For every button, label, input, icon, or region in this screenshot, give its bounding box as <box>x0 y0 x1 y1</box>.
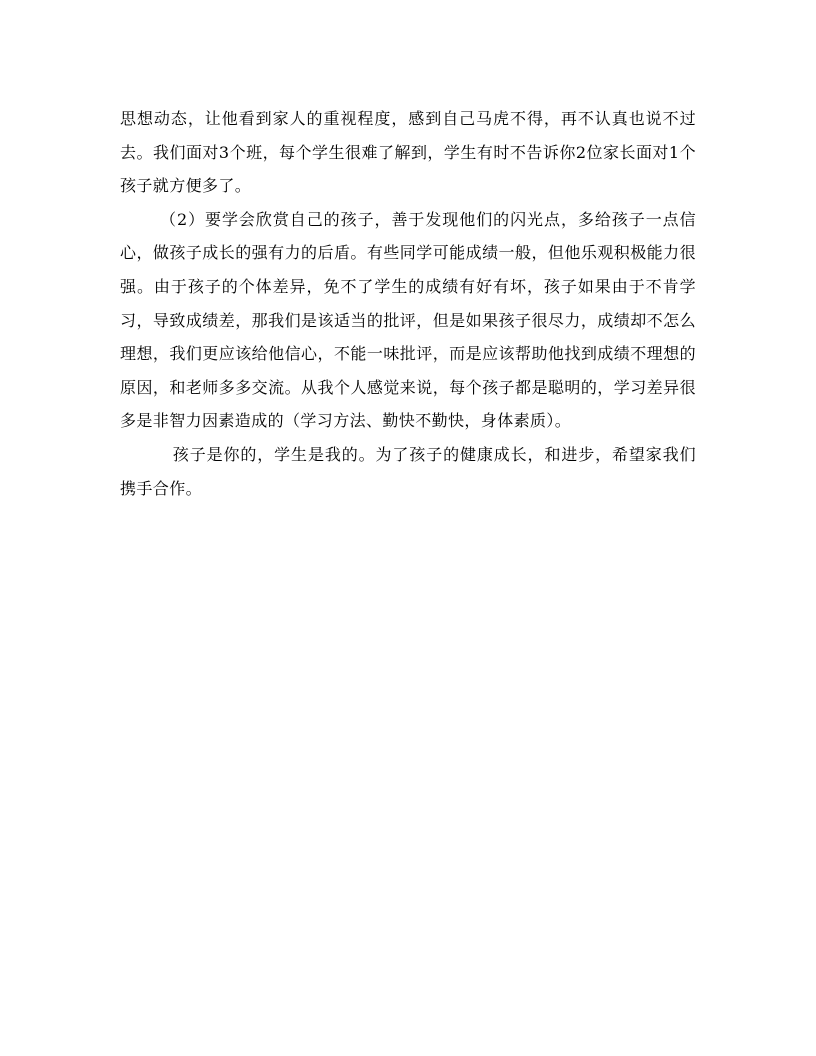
paragraph-closing: 孩子是你的，学生是我的。为了孩子的健康成长，和进步，希望家我们携手合作。 <box>120 444 696 498</box>
paragraph-continuation: 思想动态，让他看到家人的重视程度，感到自己马虎不得，再不认真也说不过去。我们面对3个班，每个学生很难了解到，学生有时不告诉你2位家长面对1个孩子就方便多了。 <box>120 109 696 196</box>
document-body <box>120 102 696 505</box>
paragraph-appreciate-child: （2）要学会欣赏自己的孩子，善于发现他们的闪光点，多给孩子一点信心，做孩子成长的强有力的后盾。有些同学可能成绩一般，但他乐观积极能力很强。由于孩子的个体差异，免不了学生的成绩有好有坏，孩子如果由于不肯学习，导致成绩差，那我们是该适当的批评，但是如果孩子很尽力，成绩却不怎么理想，我们更应该给他信心，不能一味批评，而是应该帮助他找到成绩不理想的原因，和老师多多交流。从我个人感觉来说，每个孩子都是聪明的，学习差异很多是非智力因素造成的（学习方法、勤快不勤快，身体素质）。 <box>120 209 696 431</box>
